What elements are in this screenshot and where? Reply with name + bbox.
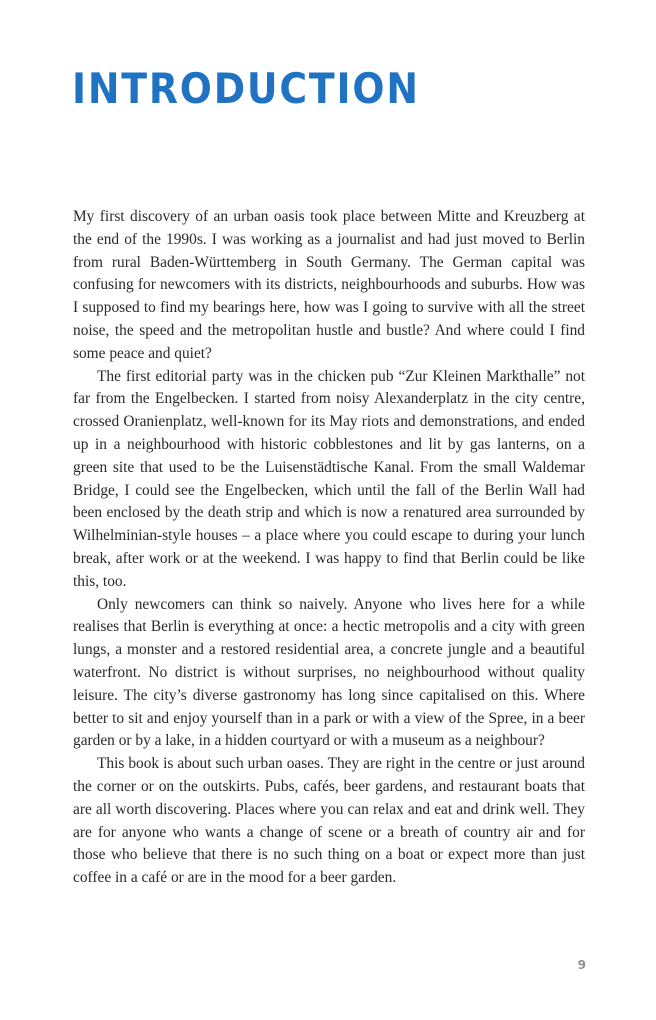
paragraph: The first editorial party was in the chicken pub “Zur Kleinen Markthalle” not far from the Engelbecken. I started from noisy Alexanderplatz in the city centre, crossed Oranienplatz, well-known for its May riots and demonstrations, and ended up in a neighbourhood with historic cobblestones and lit by gas lanterns, on a green site that used to be the Luisenstädtische Kanal. From the small Waldemar Bridge, I could see the Engelbecken, which until the fall of the Berlin Wall had been enclosed by the death strip and which is now a renatured area surrounded by Wilhelminian-style houses – a place where you could escape to during your lunch break, after work or at the weekend. I was happy to find that Berlin could be like this, too. <box>73 367 585 590</box>
paragraph: This book is about such urban oases. They are right in the centre or just around the corner or on the outskirts. Pubs, cafés, beer gardens, and restaurant boats that are all worth discovering. Places where you can relax and eat and drink well. They are for anyone who wants a change of scene or a breath of country air and for those who believe that there is no such thing on a boat or expect more than just coffee in a café or are in the mood for a beer garden. <box>73 755 585 887</box>
chapter-body <box>73 206 585 890</box>
paragraph: My first discovery of an urban oasis took place between Mitte and Kreuzberg at the end of the 1990s. I was working as a journalist and had just moved to Berlin from rural Baden-Württemberg in South Germany. The German capital was confusing for newcomers with its districts, neighbourhoods and suburbs. How was I supposed to find my bearings here, how was I going to survive with all the street noise, the speed and the metropolitan hustle and bustle? And where could I find some peace and quiet? <box>73 208 585 362</box>
chapter-title: INTRODUCTION <box>72 64 420 113</box>
paragraph: Only newcomers can think so naively. Anyone who lives here for a while realises that Berlin is everything at once: a hectic metropolis and a city with green lungs, a monster and a restored residential area, a concrete jungle and a beautiful waterfront. No district is without surprises, no neighbourhood without quality leisure. The city’s diverse gastronomy has long since capitalised on this. Where better to sit and enjoy yourself than in a park or with a view of the Spree, in a beer garden or by a lake, in a hidden courtyard or with a museum as a neighbour? <box>73 595 585 750</box>
page-number: 9 <box>577 958 586 972</box>
